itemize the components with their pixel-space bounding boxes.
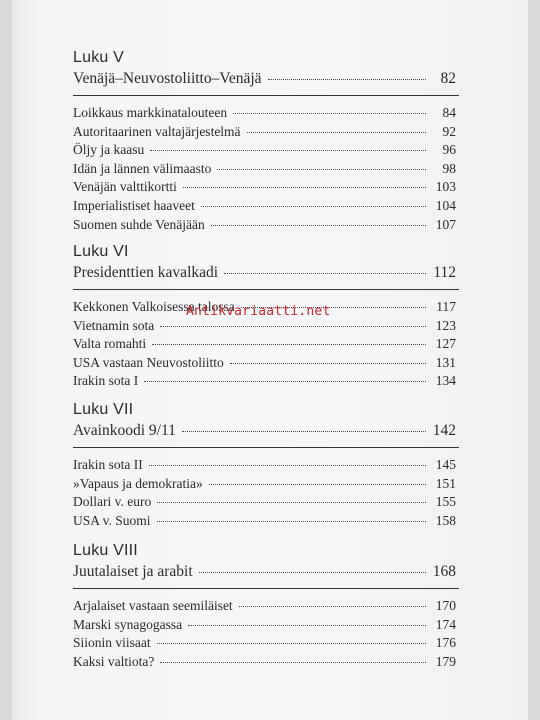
chapter-label: Luku V bbox=[73, 49, 125, 66]
page-number: 155 bbox=[435, 494, 456, 510]
toc-entry bbox=[73, 216, 456, 235]
page-number: 176 bbox=[435, 635, 456, 651]
entry-title: Venäjän valttikortti bbox=[73, 179, 177, 195]
dot-leader bbox=[247, 132, 426, 133]
entry-title: Valta romahti bbox=[73, 336, 147, 352]
entry-title: Marski synagogassa bbox=[73, 616, 183, 632]
dot-leader bbox=[230, 363, 426, 364]
toc-entry bbox=[73, 317, 456, 336]
toc-entry bbox=[73, 475, 456, 494]
chapter-block bbox=[73, 48, 463, 234]
page-number: 151 bbox=[435, 475, 456, 491]
page-number: 179 bbox=[435, 653, 456, 669]
chapter-block bbox=[73, 541, 463, 671]
toc-entry bbox=[73, 512, 456, 531]
toc-entry bbox=[73, 653, 456, 672]
chapter-divider bbox=[73, 95, 459, 96]
page-number: 117 bbox=[436, 299, 456, 314]
page-number: 123 bbox=[435, 317, 456, 333]
entry-title: Siionin viisaat bbox=[73, 635, 151, 651]
dot-leader bbox=[188, 625, 426, 626]
chapter-title-entry bbox=[73, 421, 456, 441]
page-number: 170 bbox=[435, 598, 456, 613]
entry-title: Öljy ja kaasu bbox=[73, 142, 145, 158]
entry-title: Autoritaarinen valtajärjestelmä bbox=[73, 123, 241, 139]
dot-leader bbox=[150, 150, 426, 151]
page-number: 82 bbox=[440, 70, 456, 87]
page-number: 131 bbox=[435, 354, 456, 370]
dot-leader bbox=[152, 344, 426, 345]
entry-title: Vietnamin sota bbox=[73, 317, 155, 333]
dot-leader bbox=[211, 225, 426, 226]
chapter-title-entry bbox=[73, 562, 456, 582]
chapter-label: Luku VII bbox=[73, 401, 134, 418]
page-number: 127 bbox=[435, 336, 456, 352]
dot-leader bbox=[157, 643, 426, 644]
dot-leader bbox=[268, 79, 426, 80]
chapter-title: Juutalaiset ja arabit bbox=[73, 563, 193, 580]
page-number: 145 bbox=[435, 457, 456, 472]
page-number: 104 bbox=[435, 197, 456, 213]
dot-leader bbox=[209, 484, 426, 485]
entry-title: USA vastaan Neuvostoliitto bbox=[73, 354, 224, 370]
entry-title: Loikkaus markkinatalouteen bbox=[73, 105, 228, 120]
dot-leader bbox=[199, 572, 426, 573]
chapter-label: Luku VIII bbox=[73, 542, 138, 559]
dot-leader bbox=[201, 206, 426, 207]
toc-entry bbox=[73, 123, 456, 142]
dot-leader bbox=[144, 381, 426, 382]
watermark-text: Antikvariaatti.net bbox=[186, 304, 331, 319]
dot-leader bbox=[233, 113, 426, 114]
entry-title: Imperialistiset haaveet bbox=[73, 197, 195, 213]
toc-entry bbox=[73, 634, 456, 653]
page-number: 174 bbox=[435, 616, 456, 632]
toc-entry bbox=[73, 178, 456, 197]
chapter-divider bbox=[73, 447, 459, 448]
page-number: 84 bbox=[442, 105, 456, 120]
entry-title: »Vapaus ja demokratia» bbox=[73, 475, 203, 491]
entry-title: Irakin sota II bbox=[73, 457, 143, 472]
toc-entry bbox=[73, 597, 456, 616]
chapter-label: Luku VI bbox=[73, 243, 129, 260]
page-number: 107 bbox=[435, 216, 456, 232]
entry-title: Idän ja lännen välimaasto bbox=[73, 160, 212, 176]
toc-entry bbox=[73, 197, 456, 216]
page-number: 92 bbox=[442, 123, 456, 139]
page-number: 142 bbox=[432, 422, 456, 439]
page-number: 134 bbox=[435, 373, 456, 389]
chapter-block bbox=[73, 400, 463, 530]
dot-leader bbox=[183, 187, 426, 188]
toc-entry bbox=[73, 141, 456, 160]
chapter-title-entry bbox=[73, 69, 456, 89]
dot-leader bbox=[217, 169, 426, 170]
page-number: 103 bbox=[435, 179, 456, 195]
toc-entry bbox=[73, 354, 456, 373]
toc-entry bbox=[73, 616, 456, 635]
entry-title: Dollari v. euro bbox=[73, 494, 152, 510]
page-number: 168 bbox=[432, 563, 456, 580]
entry-title: USA v. Suomi bbox=[73, 512, 151, 528]
dot-leader bbox=[149, 465, 426, 466]
chapter-title: Avainkoodi 9/11 bbox=[73, 422, 176, 439]
toc-entry bbox=[73, 160, 456, 179]
page-number: 98 bbox=[442, 160, 456, 176]
entry-title: Kaksi valtiota? bbox=[73, 653, 155, 669]
dot-leader bbox=[157, 502, 426, 503]
entry-title: Arjalaiset vastaan seemiläiset bbox=[73, 598, 233, 613]
page-number: 96 bbox=[442, 142, 456, 158]
dot-leader bbox=[160, 326, 426, 327]
toc-entry bbox=[73, 372, 456, 391]
toc-entry bbox=[73, 335, 456, 354]
page-number: 158 bbox=[435, 512, 456, 528]
dot-leader bbox=[239, 606, 426, 607]
chapter-title: Venäjä–Neuvostoliitto–Venäjä bbox=[73, 70, 262, 87]
dot-leader bbox=[182, 431, 426, 432]
page-number: 112 bbox=[433, 264, 456, 281]
dot-leader bbox=[160, 662, 426, 663]
dot-leader bbox=[224, 273, 426, 274]
entry-title: Suomen suhde Venäjään bbox=[73, 216, 205, 232]
toc-entry bbox=[73, 456, 456, 475]
entry-title: Kekkonen Valkoisessa talossa bbox=[73, 299, 235, 314]
entry-title: Irakin sota I bbox=[73, 373, 139, 389]
chapter-divider bbox=[73, 588, 459, 589]
chapter-title-entry bbox=[73, 263, 456, 283]
chapter-divider bbox=[73, 289, 459, 290]
chapter-title: Presidenttien kavalkadi bbox=[73, 264, 219, 281]
dot-leader bbox=[157, 521, 426, 522]
toc-entry bbox=[73, 493, 456, 512]
toc-entry bbox=[73, 104, 456, 123]
